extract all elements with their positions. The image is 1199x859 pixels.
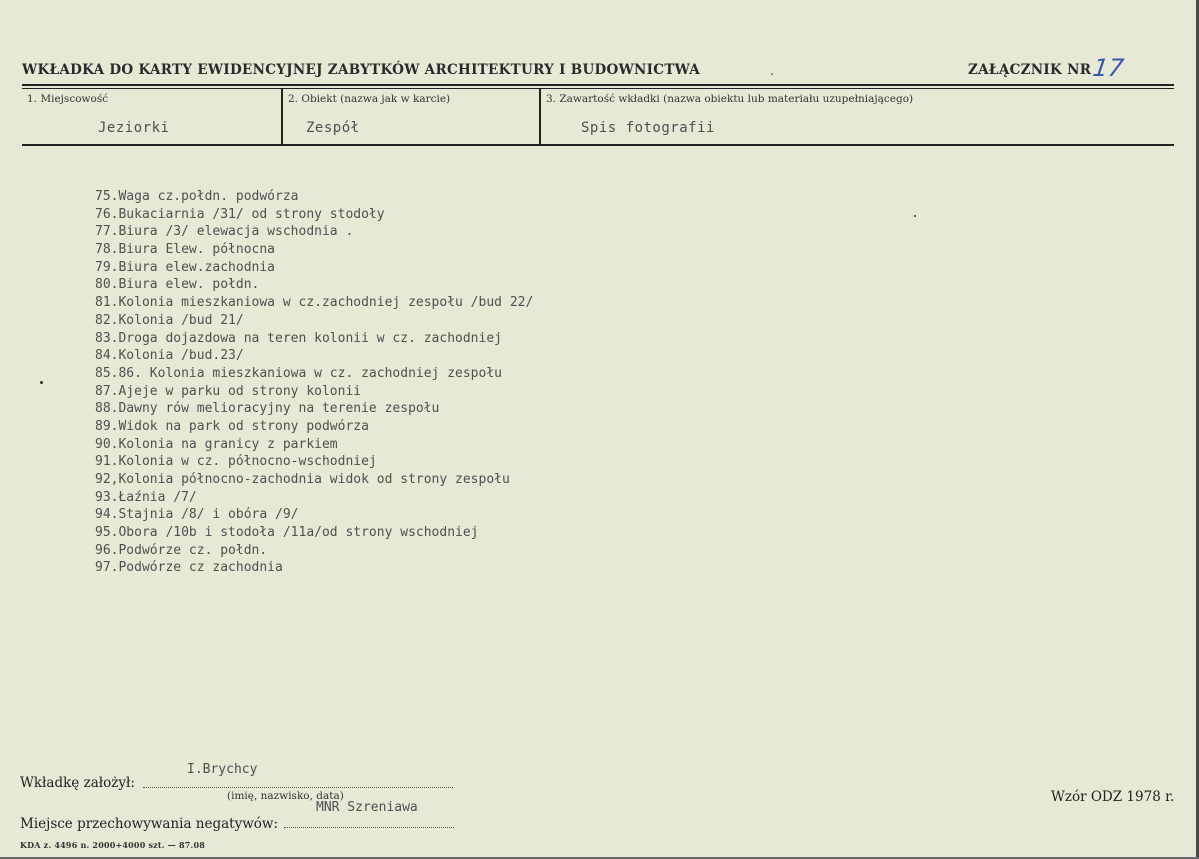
list-item: 78.Biura Elew. północna: [95, 242, 276, 258]
field-locality-label: 1. Miejscowość: [27, 93, 109, 105]
list-item: 88.Dawny rów melioracyjny na terenie zespołu: [95, 401, 440, 417]
print-info: KDA z. 4496 n. 2000+4000 szt. — 87.08: [20, 840, 206, 850]
document-title: WKŁADKA DO KARTY EWIDENCYJNEJ ZABYTKÓW ARCHITEKTURY I BUDOWNICTWA: [22, 62, 701, 78]
field-contents-label: 3. Zawartość wkładki (nazwa obiektu lub materiału uzupełniającego): [546, 93, 914, 105]
list-item: 81.Kolonia mieszkaniowa w cz.zachodniej zespołu /bud 22/: [95, 295, 534, 311]
list-item: 85.86. Kolonia mieszkaniowa w cz. zachodniej zespołu: [95, 365, 502, 381]
list-item: 77.Biura /3/ elewacja wschodnia .: [95, 224, 354, 240]
annex-label: ZAŁĄCZNIK NR: [968, 62, 1092, 78]
field-contents-value: Spis fotografii: [581, 120, 715, 136]
storage-value: MNR Szreniawa: [316, 800, 418, 815]
template-label: Wzór ODZ 1978 r.: [1051, 789, 1175, 805]
column-divider-1: [281, 88, 283, 145]
field-object-label: 2. Obiekt (nazwa jak w karcie): [288, 93, 451, 105]
list-item: 89.Widok na park od strony podwórza: [95, 418, 369, 434]
stray-mark: [40, 381, 43, 384]
list-item: 90.Kolonia na granicy z parkiem: [95, 436, 338, 452]
list-item: 97.Podwórze cz zachodnia: [95, 560, 283, 576]
list-item: 83.Droga dojazdowa na teren kolonii w cz. zachodniej: [95, 330, 502, 346]
list-item: 93.Łaźnia /7/: [95, 489, 197, 505]
list-item: 96.Podwórze cz. połdn.: [95, 542, 268, 558]
header-rule-top-thin: [22, 88, 1174, 89]
list-item: 87.Ajeje w parku od strony kolonii: [95, 383, 362, 399]
list-item: 91.Kolonia w cz. północno-wschodniej: [95, 454, 377, 470]
list-item: 76.Bukaciarnia /31/ od strony stodoły: [95, 206, 385, 222]
list-item: 75.Waga cz.połdn. podwórza: [95, 189, 299, 204]
founder-line: [143, 787, 453, 788]
founder-label: Wkładkę założył:: [20, 775, 135, 791]
header-dot: .: [770, 64, 774, 78]
stray-mark: [914, 215, 916, 217]
list-item: 95.Obora /10b i stodoła /11a/od strony wschodniej: [95, 525, 479, 541]
list-item: 82.Kolonia /bud 21/: [95, 312, 244, 328]
field-object-value: Zespół: [306, 120, 360, 136]
annex-number: 17: [1091, 54, 1126, 82]
list-item: 84.Kolonia /bud.23/: [95, 348, 244, 364]
column-divider-2: [539, 88, 541, 145]
list-item: 80.Biura elew. połdn.: [95, 277, 260, 293]
storage-line: [284, 827, 454, 828]
list-item: 79.Biura elew.zachodnia: [95, 259, 276, 275]
field-locality-value: Jeziorki: [98, 120, 170, 136]
photo-list: [95, 188, 533, 577]
founder-value: I.Brychcy: [187, 762, 258, 777]
founder-caption: (imię, nazwisko, data): [227, 790, 344, 802]
header-rule-bottom: [22, 144, 1174, 146]
header-rule-top: [22, 84, 1174, 86]
list-item: 92,Kolonia północno-zachodnia widok od strony zespołu: [95, 472, 510, 487]
list-item: 94.Stajnia /8/ i obóra /9/: [95, 507, 299, 523]
storage-label: Miejsce przechowywania negatywów:: [20, 816, 279, 832]
